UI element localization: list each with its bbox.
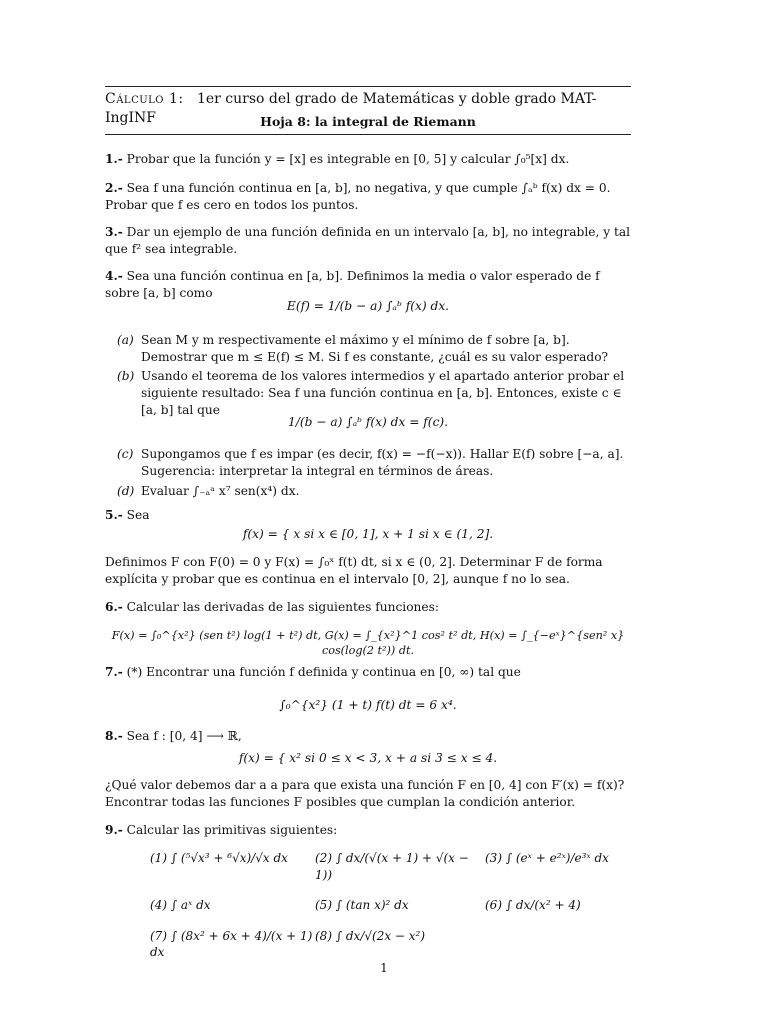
- problem-3: [105, 224, 631, 258]
- problem-6: [105, 599, 631, 616]
- formula-piecewise-5: f(x) = { x si x ∈ [0, 1], x + 1 si x ∈ (1, 2].: [242, 527, 494, 541]
- problem-text: Dar un ejemplo de una función definida en un intervalo [a, b], no integrable, y tal que f² sea integrable.: [105, 225, 631, 256]
- integral-8: (8) ∫ dx/√(2x − x²): [315, 928, 426, 943]
- integral-1: (1) ∫ (⁵√x³ + ⁶√x)/√x dx: [150, 851, 288, 865]
- item-4b: [117, 368, 631, 418]
- item-text: Supongamos que f es impar (es decir, f(x) = −f(−x)). Hallar E(f) sobre [−a, a]. Sugerencia: interpretar la integral en términos de áreas.: [141, 447, 624, 478]
- page-number: 1: [380, 961, 388, 975]
- problem-5: [105, 507, 631, 524]
- top-rule: [105, 86, 631, 87]
- problem-text: Sea f una función continua en [a, b], no negativa, y que cumple ∫ₐᵇ f(x) dx = 0. Probar que f es cero en todos los puntos.: [105, 181, 611, 212]
- problem-text: Probar que la función y = [x] es integrable en [0, 5] y calcular ∫₀⁵[x] dx.: [126, 152, 570, 166]
- problem-8: [105, 728, 631, 745]
- formula-mean-value: 1/(b − a) ∫ₐᵇ f(x) dx = f(c).: [287, 415, 449, 429]
- integral-2: (2) ∫ dx/(√(x + 1) + √(x − 1)): [315, 851, 469, 882]
- formula-expected-value: E(f) = 1/(b − a) ∫ₐᵇ f(x) dx.: [286, 299, 450, 313]
- item-text: Sean M y m respectivamente el máximo y el mínimo de f sobre [a, b]. Demostrar que m ≤ E(f) ≤ M. Si f es constante, ¿cuál es su valor esperado?: [141, 333, 609, 364]
- integral-5: (5) ∫ (tan x)² dx: [315, 898, 409, 913]
- problem-text: Sea: [126, 508, 150, 522]
- problem-number: 3.-: [105, 225, 123, 239]
- integral-3: (3) ∫ (eˣ + e²ˣ)/e³ˣ dx: [485, 851, 609, 865]
- problem-number: 7.-: [105, 665, 123, 679]
- formula-piecewise-8: f(x) = { x² si 0 ≤ x < 3, x + a si 3 ≤ x ≤ 4.: [238, 751, 498, 765]
- problem-text: Sea f : [0, 4] ⟶ ℝ,: [126, 729, 242, 743]
- item-text: Usando el teorema de los valores intermedios y el apartado anterior probar el siguiente resultado: Sea f una función continua en [a, b]. Entonces, existe c ∈ [a, b] tal que: [141, 369, 625, 417]
- problem-7: [105, 664, 631, 681]
- item-label: (c): [117, 447, 134, 461]
- formula-derivatives: F(x) = ∫₀^{x²} (sen t²) log(1 + t²) dt, G(x) = ∫_{x²}^1 cos² t² dt, H(x) = ∫_{−eˣ}^{sen² x} cos(log(2 t²)) dt.: [111, 629, 625, 658]
- problem-number: 6.-: [105, 600, 123, 614]
- course-detail: 1er curso del grado de Matemáticas y doble grado MAT-IngINF: [105, 91, 597, 127]
- item-label: (d): [117, 484, 135, 498]
- primitives-grid: [150, 850, 630, 961]
- problem-8-continuation: ¿Qué valor debemos dar a a para que exista una función F en [0, 4] con F′(x) = f(x)? Encontrar todas las funciones F posibles que cumplan la condición anterior.: [105, 778, 625, 809]
- sheet-title: Hoja 8: la integral de Riemann: [260, 114, 476, 129]
- problem-text: Calcular las derivadas de las siguientes funciones:: [126, 600, 439, 614]
- integral-4: (4) ∫ aˣ dx: [150, 898, 211, 913]
- formula-integral-equation: ∫₀^{x²} (1 + t) f(t) dt = 6 x⁴.: [279, 698, 457, 712]
- problem-text: Calcular las primitivas siguientes:: [126, 823, 338, 837]
- item-label: (a): [117, 333, 134, 347]
- item-label: (b): [117, 369, 135, 383]
- integral-6: (6) ∫ dx/(x² + 4): [485, 898, 581, 913]
- problem-number: 5.-: [105, 508, 123, 522]
- item-4a: [117, 332, 631, 366]
- problem-text: (*) Encontrar una función f definida y continua en [0, ∞) tal que: [126, 665, 521, 679]
- header-rule: [105, 134, 631, 135]
- problem-number: 4.-: [105, 269, 123, 283]
- problem-text: Sea una función continua en [a, b]. Definimos la media o valor esperado de f sobre [a, b] como: [105, 269, 600, 300]
- course-name: Cálculo 1:: [105, 91, 184, 107]
- problem-number: 1.-: [105, 152, 123, 166]
- problem-2: [105, 180, 631, 214]
- problem-number: 8.-: [105, 729, 123, 743]
- problem-5-continuation: Definimos F con F(0) = 0 y F(x) = ∫₀ˣ f(t) dt, si x ∈ (0, 2]. Determinar F de forma explícita y probar que es continua en el intervalo [0, 2], aunque f no lo sea.: [105, 555, 603, 586]
- problem-4: [105, 268, 631, 302]
- problem-1: [105, 151, 631, 168]
- item-4c: [117, 446, 631, 480]
- item-4d: [117, 483, 631, 500]
- problem-9: [105, 822, 631, 839]
- problem-number: 9.-: [105, 823, 123, 837]
- problem-number: 2.-: [105, 181, 123, 195]
- item-text: Evaluar ∫₋ₐᵃ x⁷ sen(x⁴) dx.: [141, 484, 300, 498]
- integral-7: (7) ∫ (8x² + 6x + 4)/(x + 1) dx: [150, 928, 313, 960]
